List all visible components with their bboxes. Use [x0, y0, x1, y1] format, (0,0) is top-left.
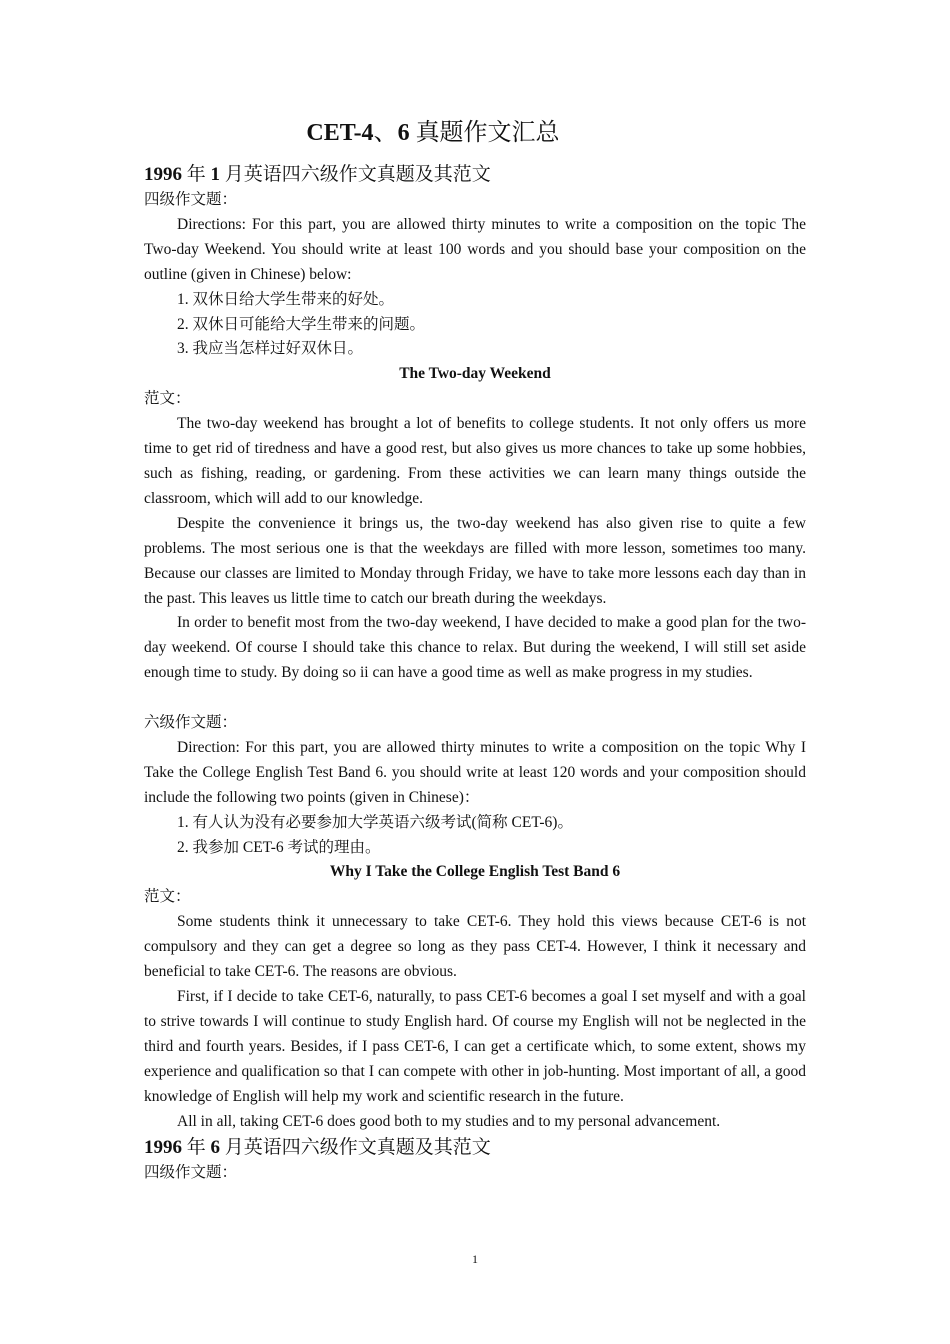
- heading-rest: 月英语四六级作文真题及其范文: [220, 1137, 491, 1159]
- title-rest: 真题作文汇总: [409, 120, 560, 146]
- cet6-paragraph: Some students think it unnecessary to take CET-6. They hold this views because CET-6 is not compulsory and they can get a degree so long as they pass CET-4. However, I think it necessary and beneficial to take CET-6. The reasons are obvious.: [144, 913, 806, 981]
- title-six: 6: [397, 120, 410, 146]
- cet6-label: 六级作文题：: [144, 714, 238, 732]
- cet6-essay-title: Why I Take the College English Test Band 6: [329, 863, 621, 881]
- cet4-point: 1. 双休日给大学生带来的好处。: [177, 290, 395, 308]
- cet4-label-june: 四级作文题：: [144, 1164, 238, 1182]
- heading-mid: 年: [182, 1137, 211, 1159]
- cet4-point: 3. 我应当怎样过好双休日。: [177, 340, 364, 358]
- section-heading-1996-jan: [144, 161, 806, 188]
- section-heading-1996-jun: [144, 1134, 806, 1161]
- heading-month: 6: [210, 1137, 221, 1159]
- cet4-point: 2. 双休日可能给大学生带来的问题。: [177, 315, 426, 333]
- cet4-directions: Directions: For this part, you are allowed thirty minutes to write a composition on the topic The Two-day Weekend. You should write at least 100 words and you should base your composition on the outline (given in Chinese) below:: [144, 215, 806, 283]
- cet6-directions: Direction: For this part, you are allowed thirty minutes to write a composition on the topic Why I Take the College English Test Band 6. you should write at least 120 words and your composition should include the following two points (given in Chinese)：: [144, 738, 806, 806]
- cet6-point: 2. 我参加 CET-6 考试的理由。: [177, 838, 381, 856]
- cet6-paragraph: All in all, taking CET-6 does good both to my studies and to my personal advancement.: [177, 1112, 721, 1130]
- heading-mid: 年: [182, 164, 211, 185]
- heading-year: 1996: [144, 1137, 182, 1159]
- title-separator: 、: [373, 120, 398, 146]
- cet4-sample-label: 范文：: [144, 390, 191, 408]
- cet4-label: 四级作文题：: [144, 191, 238, 208]
- cet6-paragraph: First, if I decide to take CET-6, naturally, to pass CET-6 becomes a goal I set myself and with a goal to strive towards I will continue to study English hard. Of course my English will not be neglected in the third and fourth years. Besides, if I pass CET-6, I can get a certificate which, to some extent, shows my experience and qualification so that I can compete with other in job-hunting. Most important of all, a good knowledge of English will help my work and scientific research in the future.: [144, 987, 806, 1105]
- cet4-paragraph: The two-day weekend has brought a lot of benefits to college students. It not only offers us more time to get rid of tiredness and have a good rest, but also gives us more chances to take up some hobbies, such as fishing, reading, or gardening. From these activities we can learn many things outside the classroom, which will add to our knowledge.: [144, 415, 806, 507]
- title-cet4: CET-4: [306, 120, 374, 146]
- heading-year: 1996: [144, 164, 182, 185]
- cet4-paragraph: In order to benefit most from the two-day weekend, I have decided to make a good plan for the two-day weekend. Of course I should take this chance to relax. But during the weekend, I will still set aside enough time to study. By doing so ii can have a good time as well as make progress in my studies.: [144, 614, 806, 682]
- cet6-sample-label: 范文：: [144, 888, 191, 906]
- heading-month: 1: [210, 164, 221, 185]
- document-body: [144, 161, 806, 1186]
- blank-line: [144, 686, 806, 711]
- document-title: [0, 116, 866, 150]
- cet6-point: 1. 有人认为没有必要参加大学英语六级考试(简称 CET-6)。: [177, 813, 573, 831]
- page-number: 1: [472, 1252, 478, 1266]
- cet4-paragraph: Despite the convenience it brings us, the two-day weekend has also given rise to quite a few problems. The most serious one is that the weekdays are filled with more lesson, sometimes too many. Because our classes are limited to Monday through Friday, we have to take more lessons each day than in the past. This leaves us little time to catch our breath during the weekdays.: [144, 514, 806, 607]
- cet4-essay-title: The Two-day Weekend: [399, 365, 551, 383]
- heading-rest: 月英语四六级作文真题及其范文: [220, 164, 491, 185]
